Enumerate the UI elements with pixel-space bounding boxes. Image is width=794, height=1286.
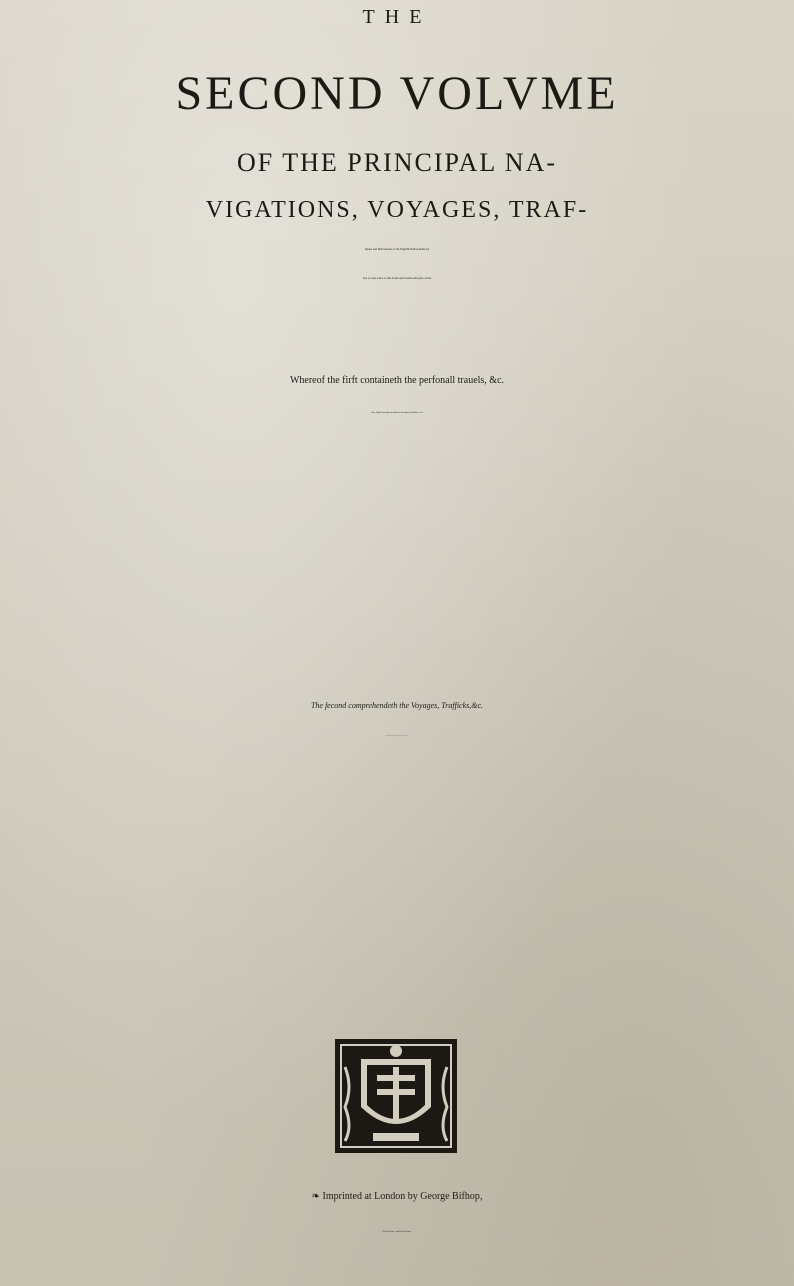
part2-line bbox=[0, 896, 794, 915]
title-the: THE bbox=[362, 6, 432, 28]
part2-line bbox=[0, 796, 794, 815]
part1-line bbox=[0, 571, 794, 594]
part1-line bbox=[0, 652, 794, 675]
title-principal: OF THE PRINCIPAL NA- bbox=[236, 148, 558, 177]
part2-line bbox=[0, 856, 794, 875]
part2-line bbox=[0, 836, 794, 855]
part2-line: of the Englifh Nation,made without the Streight of Gibral- bbox=[385, 736, 409, 737]
subtitle-line-3 bbox=[0, 294, 794, 321]
title-second-volume: SECOND VOLVME bbox=[175, 67, 619, 120]
part1-line bbox=[0, 454, 794, 477]
part1-line bbox=[0, 478, 794, 501]
part1-heading: Whereof the firft containeth the perfonall trauels, &c. bbox=[289, 375, 505, 386]
part1-line bbox=[0, 594, 794, 617]
part1-line bbox=[0, 502, 794, 525]
imprint-line-2: Ralph Newbery, and Robert Barker. bbox=[382, 1231, 412, 1233]
imprint-line-1: ❧ Imprinted at London by George Bifhop, bbox=[311, 1191, 483, 1202]
title-vigations: VIGATIONS, VOYAGES, TRAF- bbox=[205, 197, 589, 223]
part2-line bbox=[0, 916, 794, 935]
part2-line bbox=[0, 776, 794, 795]
part1-line bbox=[0, 430, 794, 453]
subtitle-line-4 bbox=[0, 320, 794, 347]
part1-line: of the Englifh, through and within the Streight of Gibraltar, to Al- bbox=[370, 412, 424, 414]
subtitle-line-2: Sea or ouer-land, to the South and South-eaft parts of the bbox=[362, 276, 432, 280]
subtitle-line-1: fiques and Difcoueries of the Englifh Nation,made by bbox=[364, 247, 430, 251]
printers-device-emblem bbox=[333, 1037, 459, 1155]
part2-heading: The fecond comprehendeth the Voyages, Trafficks,&c. bbox=[310, 701, 484, 710]
part2-line bbox=[0, 816, 794, 835]
part1-line bbox=[0, 525, 794, 548]
part2-line bbox=[0, 876, 794, 895]
part2-line bbox=[0, 756, 794, 775]
part1-line bbox=[0, 548, 794, 571]
part1-line bbox=[0, 631, 794, 654]
